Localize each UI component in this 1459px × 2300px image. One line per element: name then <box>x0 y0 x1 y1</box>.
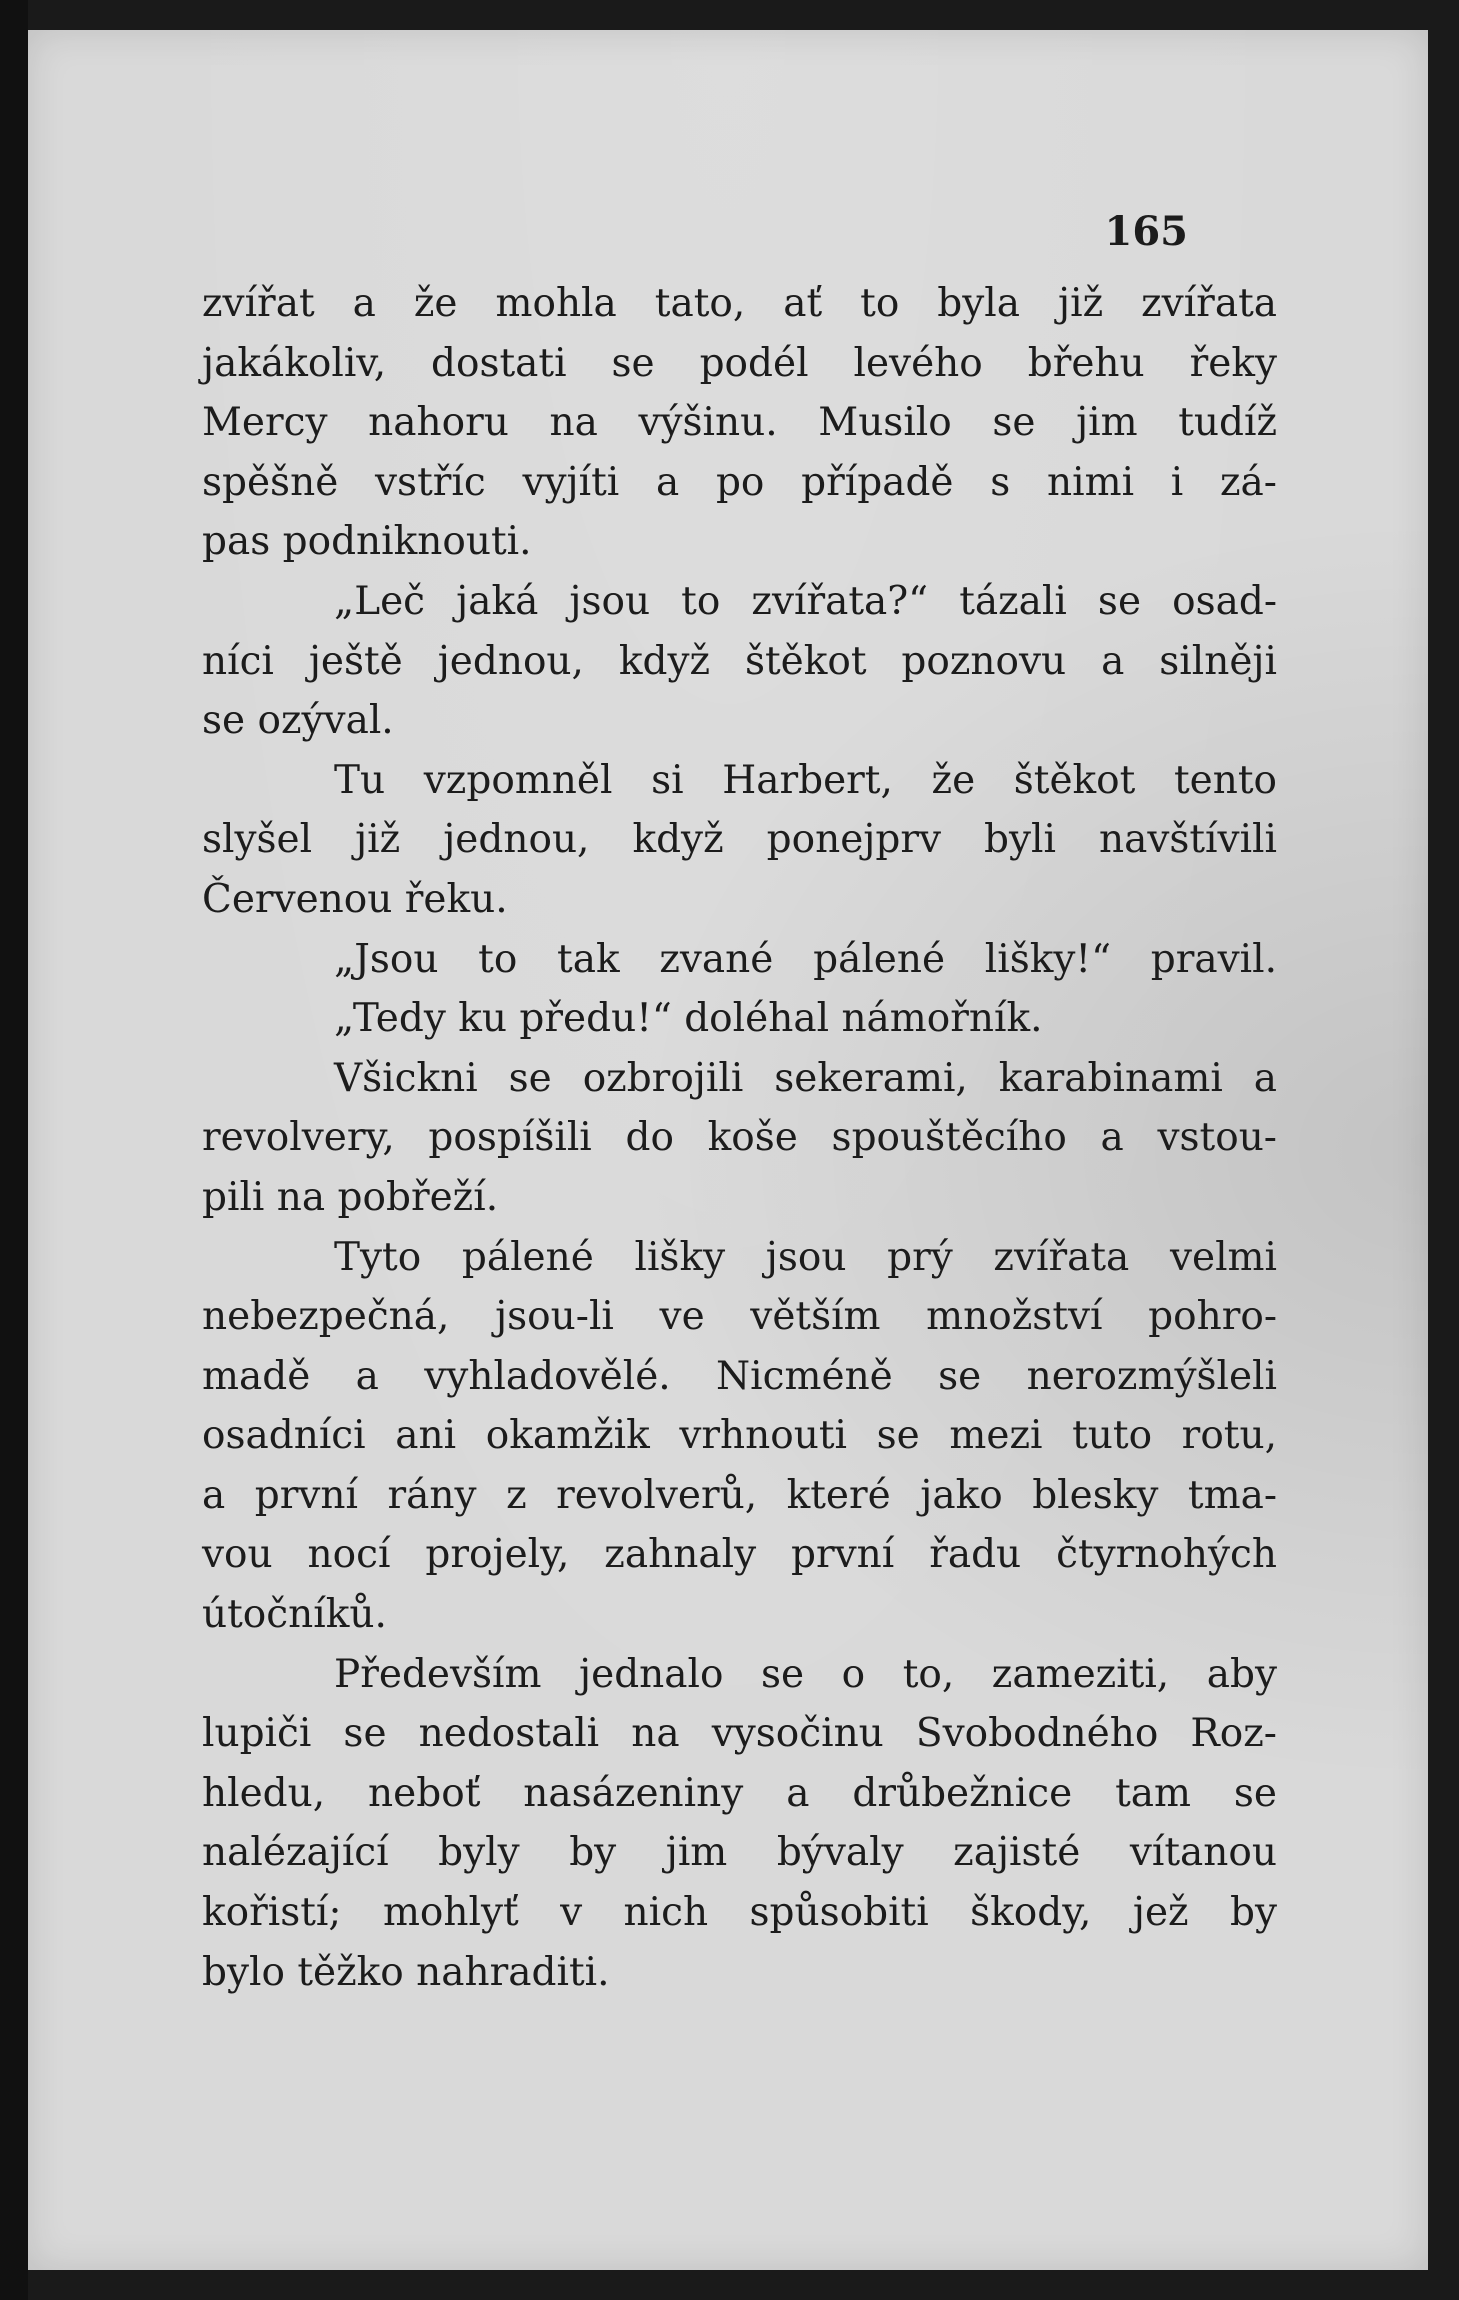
text-line: Červenou řeku. <box>202 876 508 922</box>
body-text <box>202 274 1277 2002</box>
text-line: lupiči se nedostali na vysočinu Svobodného Roz- <box>202 1711 1277 1757</box>
text-line: „Tedy ku předu!“ doléhal námořník. <box>334 996 1043 1042</box>
text-line: kořistí; mohlyť v nich spůsobiti škody, jež by <box>202 1890 1277 1936</box>
text-line: „Leč jaká jsou to zvířata?“ tázali se osad- <box>334 578 1277 624</box>
text-line: nalézající byly by jim bývaly zajisté vítanou <box>202 1830 1277 1876</box>
text-line: jakákoliv, dostati se podél levého břehu řeky <box>202 340 1277 386</box>
book-spine-shadow <box>0 0 28 2300</box>
text-line: osadníci ani okamžik vrhnouti se mezi tuto rotu, <box>202 1413 1277 1459</box>
text-line: Tu vzpomněl si Harbert, že štěkot tento <box>334 757 1277 803</box>
text-line: „Jsou to tak zvané pálené lišky!“ pravil. <box>334 936 1277 982</box>
text-line: hledu, neboť nasázeniny a drůbežnice tam se <box>202 1770 1277 1816</box>
text-line: se ozýval. <box>202 698 394 744</box>
text-line: slyšel již jednou, když ponejprv byli navštívili <box>202 817 1277 863</box>
text-line: Tyto pálené lišky jsou prý zvířata velmi <box>334 1234 1277 1280</box>
text-line: vou nocí projely, zahnaly první řadu čtyrnohých <box>202 1532 1277 1578</box>
text-line: nebezpečná, jsou-li ve větším množství pohro- <box>202 1294 1277 1340</box>
text-line: bylo těžko nahraditi. <box>202 1949 610 1995</box>
text-line: Především jednalo se o to, zameziti, aby <box>334 1651 1277 1697</box>
text-line: pili na pobřeží. <box>202 1174 499 1220</box>
text-line: pas podniknouti. <box>202 519 532 565</box>
text-line: níci ještě jednou, když štěkot poznovu a silněji <box>202 638 1277 684</box>
book-page <box>28 30 1428 2270</box>
text-line: spěšně vstříc vyjíti a po případě s nimi i zá- <box>202 459 1277 505</box>
text-line: Všickni se ozbrojili sekerami, karabinami a <box>334 1055 1277 1101</box>
text-line: Mercy nahoru na výšinu. Musilo se jim tudíž <box>202 400 1277 446</box>
text-line: a první rány z revolverů, které jako blesky tma- <box>202 1472 1277 1518</box>
text-line: zvířat a že mohla tato, ať to byla již zvířata <box>202 281 1277 326</box>
page-number: 165 <box>1104 208 1188 255</box>
text-line: revolvery, pospíšili do koše spouštěcího a vstou- <box>202 1115 1277 1161</box>
text-line: útočníků. <box>202 1592 387 1638</box>
text-line: madě a vyhladovělé. Nicméně se nerozmýšleli <box>202 1353 1277 1399</box>
